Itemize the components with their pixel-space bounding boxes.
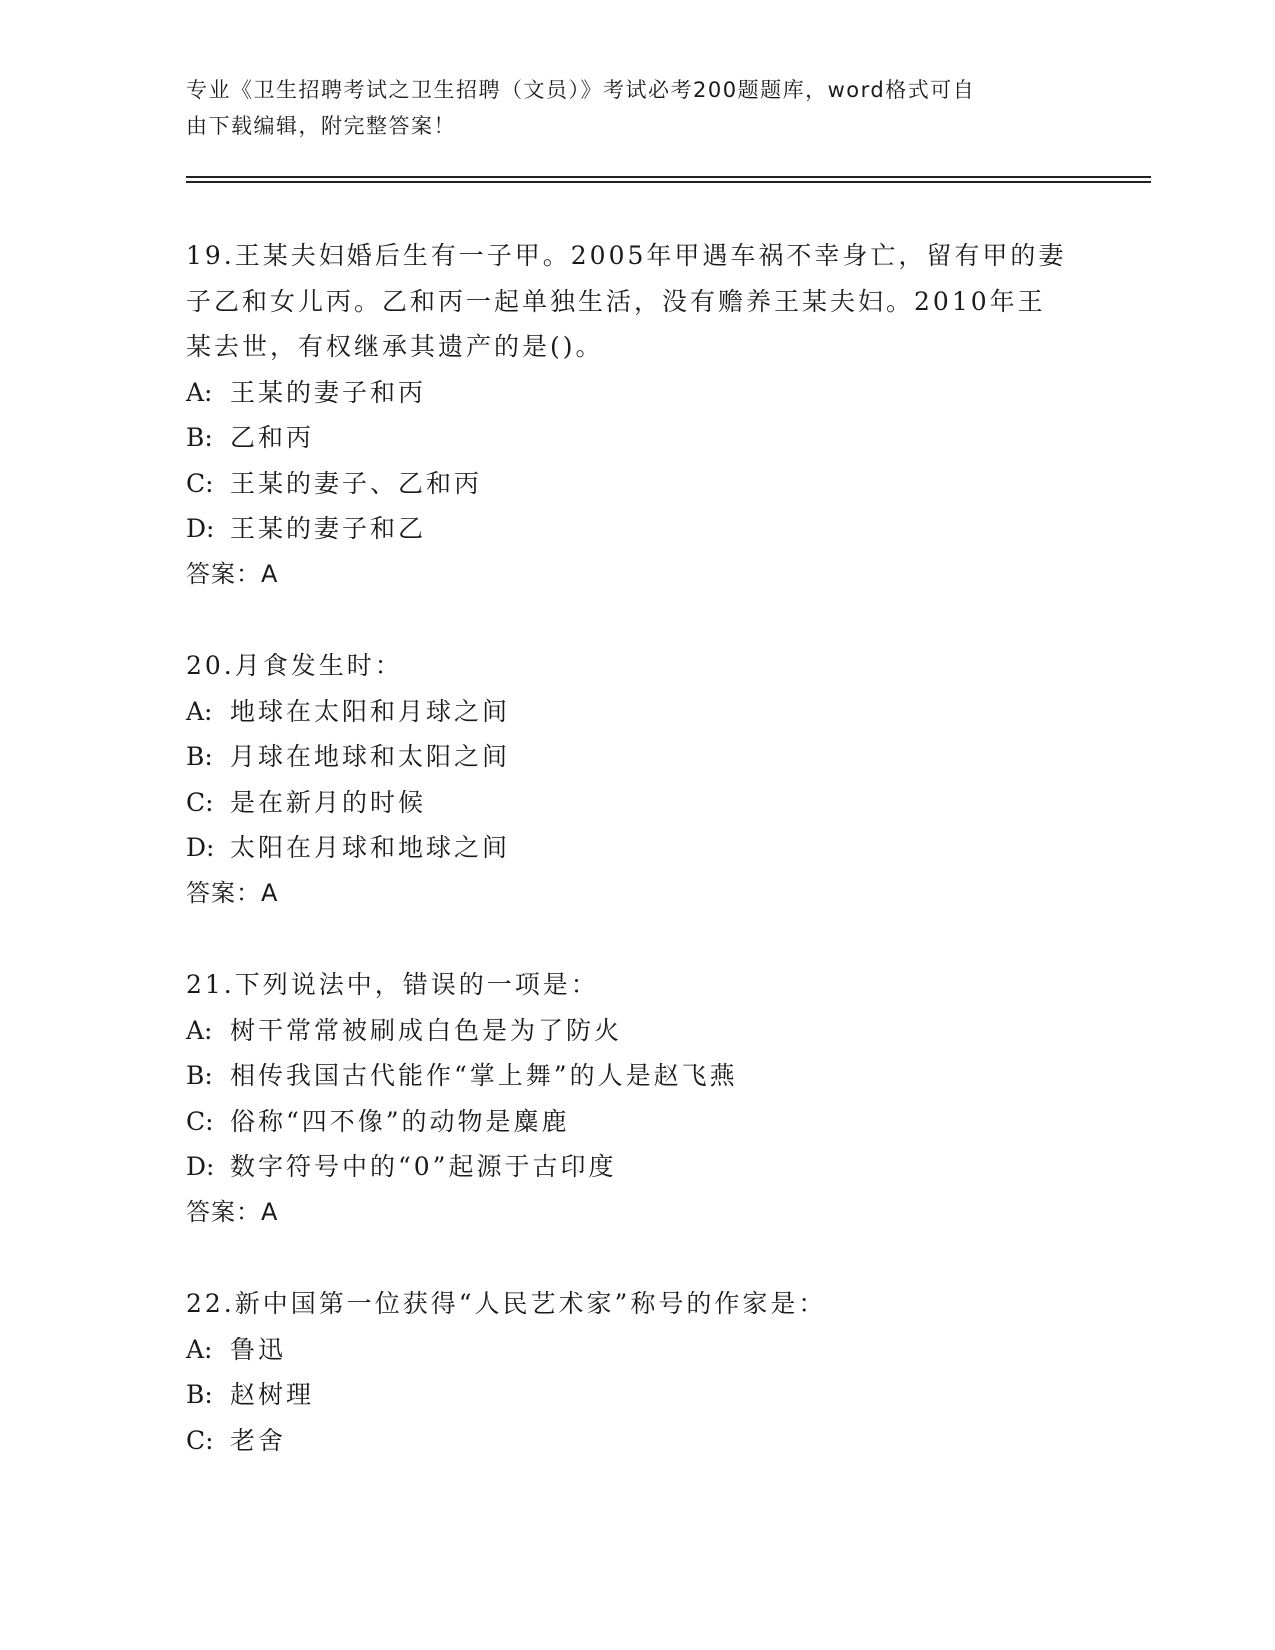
- question-20: [186, 643, 1086, 916]
- option-text: 数字符号中的“0”起源于古印度: [230, 1152, 617, 1181]
- option-text: 月球在地球和太阳之间: [230, 742, 511, 771]
- option-a: [186, 689, 1086, 735]
- answer-line: 答案：A: [186, 1197, 279, 1226]
- option-a: [186, 370, 1086, 416]
- stem-line: 22.新中国第一位获得“人民艺术家”称号的作家是：: [186, 1289, 827, 1318]
- option-c: [186, 780, 1086, 826]
- header-line-1: 专业《卫生招聘考试之卫生招聘（文员）》考试必考200题题库，word格式可自: [186, 78, 976, 102]
- option-letter: B:: [186, 423, 213, 452]
- option-letter: D:: [186, 514, 215, 543]
- option-letter: C:: [186, 1106, 214, 1136]
- option-letter: C:: [186, 787, 214, 817]
- option-letter: B:: [186, 1061, 213, 1090]
- option-text: 太阳在月球和地球之间: [230, 833, 511, 862]
- option-letter: A:: [186, 377, 213, 407]
- stem-line: 20.月食发生时：: [186, 651, 403, 680]
- option-text: 是在新月的时候: [230, 787, 427, 817]
- option-text: 地球在太阳和月球之间: [230, 696, 511, 726]
- option-b: [186, 1053, 1086, 1099]
- option-text: 老舍: [230, 1425, 287, 1455]
- option-a: [186, 1008, 1086, 1054]
- option-letter: A:: [186, 1015, 213, 1045]
- question-21: [186, 962, 1086, 1235]
- stem-line: 某去世，有权继承其遗产的是()。: [186, 332, 604, 361]
- option-a: [186, 1327, 1086, 1373]
- option-letter: B:: [186, 1380, 213, 1409]
- option-c: [186, 1099, 1086, 1145]
- option-text: 相传我国古代能作“掌上舞”的人是赵飞燕: [230, 1061, 738, 1090]
- option-text: 王某的妻子、乙和丙: [230, 468, 483, 498]
- stem-line: 21.下列说法中，错误的一项是：: [186, 970, 599, 999]
- option-letter: D:: [186, 1152, 215, 1181]
- option-letter: B:: [186, 742, 213, 771]
- answer-line: 答案：A: [186, 878, 279, 907]
- question-stem: [186, 233, 1086, 370]
- option-letter: C:: [186, 468, 214, 498]
- question-stem: [186, 643, 1086, 689]
- document-header: [186, 72, 1066, 144]
- question-stem: [186, 1281, 1086, 1327]
- header-divider-top: [186, 176, 1151, 178]
- option-letter: A:: [186, 1334, 213, 1364]
- option-c: [186, 461, 1086, 507]
- header-divider-bottom: [186, 181, 1151, 183]
- option-text: 乙和丙: [230, 423, 315, 452]
- option-d: [186, 506, 1086, 552]
- question-stem: [186, 962, 1086, 1008]
- option-letter: D:: [186, 833, 215, 862]
- option-b: [186, 1372, 1086, 1418]
- stem-line: 子乙和女儿丙。乙和丙一起单独生活，没有赡养王某夫妇。2010年王: [186, 286, 1046, 316]
- answer-line: 答案：A: [186, 559, 279, 588]
- option-text: 俗称“四不像”的动物是麋鹿: [230, 1106, 570, 1136]
- option-text: 树干常常被刷成白色是为了防火: [230, 1015, 623, 1045]
- option-c: [186, 1418, 1086, 1464]
- option-text: 赵树理: [230, 1380, 315, 1409]
- question-list: [186, 233, 1086, 1509]
- option-b: [186, 415, 1086, 461]
- option-b: [186, 734, 1086, 780]
- option-text: 王某的妻子和乙: [230, 514, 427, 543]
- option-d: [186, 1144, 1086, 1190]
- option-text: 王某的妻子和丙: [230, 377, 427, 407]
- option-text: 鲁迅: [230, 1334, 287, 1364]
- stem-line: 19.王某夫妇婚后生有一子甲。2005年甲遇车祸不幸身亡，留有甲的妻: [186, 241, 1067, 270]
- option-letter: C:: [186, 1425, 214, 1455]
- option-letter: A:: [186, 696, 213, 726]
- option-d: [186, 825, 1086, 871]
- header-line-2: 由下载编辑，附完整答案！: [186, 114, 456, 138]
- question-22: [186, 1281, 1086, 1463]
- question-19: [186, 233, 1086, 597]
